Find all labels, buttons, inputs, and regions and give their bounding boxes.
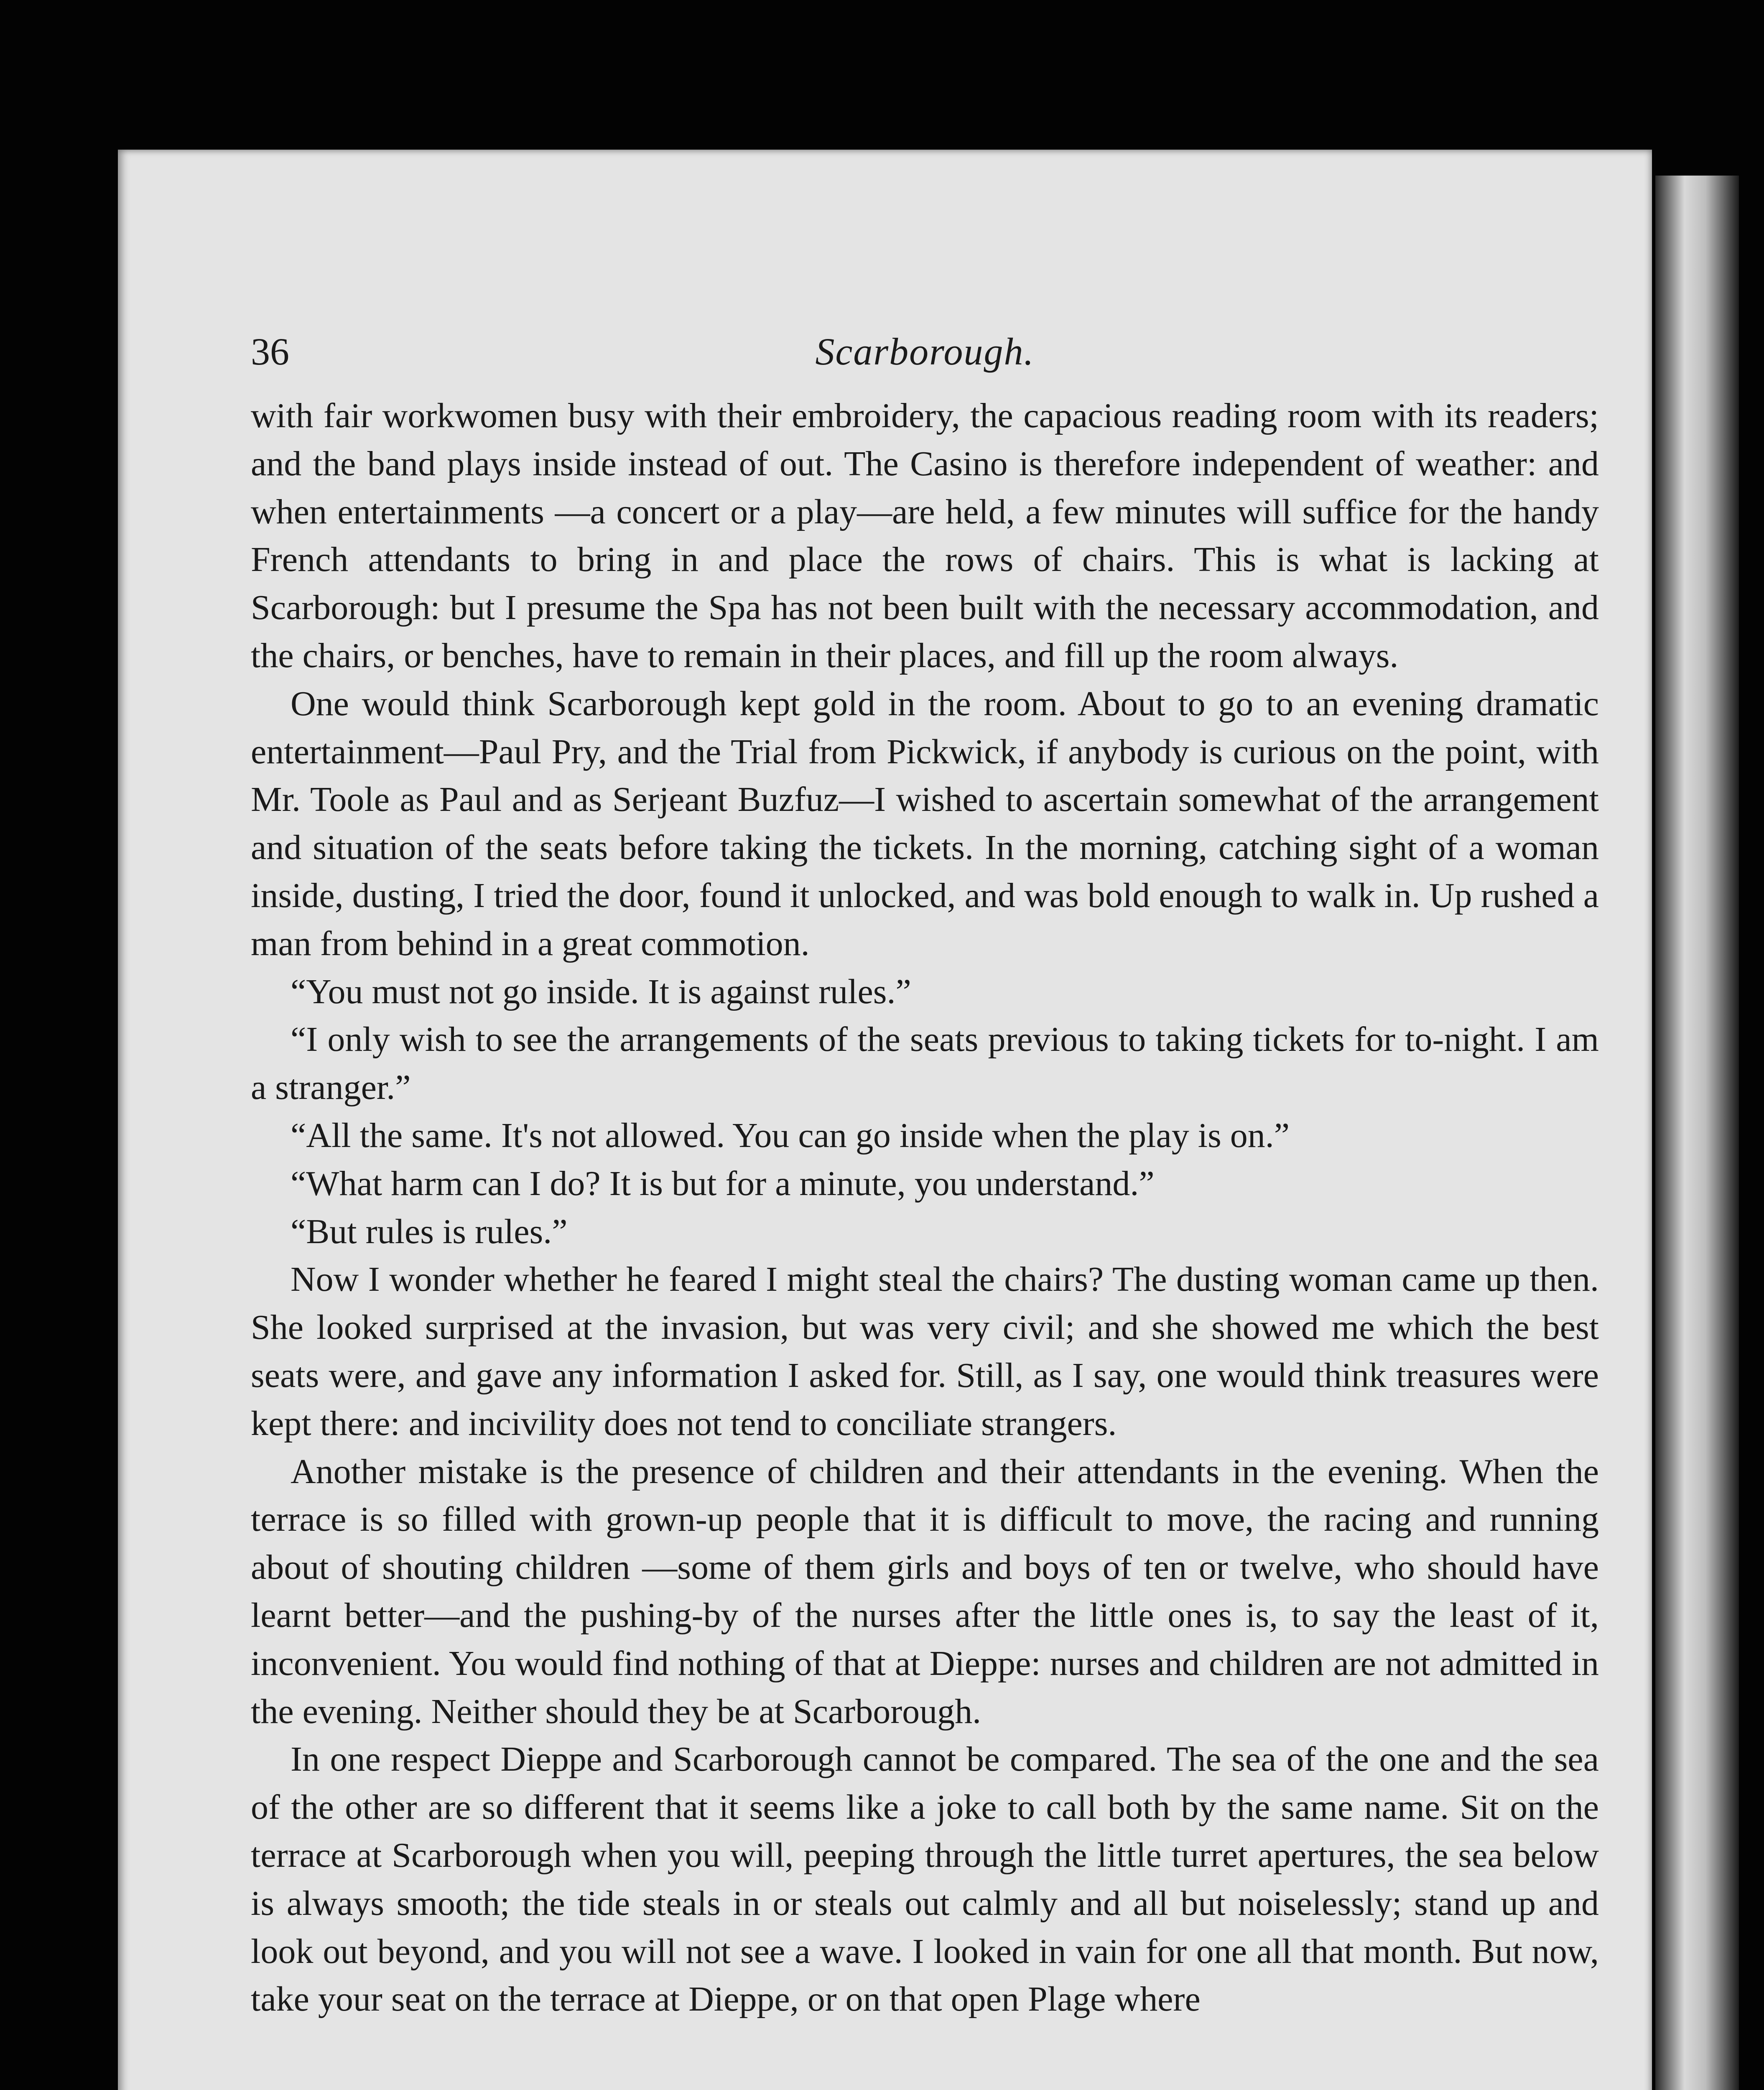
paragraph: “You must not go inside. It is against rules.” bbox=[291, 972, 911, 1011]
paragraph: Another mistake is the presence of children and their attendants in the evening. When the terrace is so filled with grown-up people that it is difficult to move, the racing and running about of shouting children —some of them girls and boys of ten or twelve, who should have learnt better—and the pushing-by of the nurses after the little ones is, to say the least of it, inconvenient. You would find nothing of that at Dieppe: nurses and children are not admitted in the evening. Neither should they be at Scarborough. bbox=[251, 1452, 1599, 1731]
book-page bbox=[118, 150, 1652, 2090]
page-number: 36 bbox=[251, 330, 289, 373]
page-content bbox=[251, 329, 1599, 2024]
running-title: Scarborough. bbox=[815, 330, 1035, 373]
adjacent-page-edge bbox=[1655, 176, 1739, 2090]
paragraph: “All the same. It's not allowed. You can go inside when the play is on.” bbox=[291, 1116, 1290, 1155]
paragraph: “What harm can I do? It is but for a minute, you understand.” bbox=[291, 1164, 1155, 1203]
running-head bbox=[251, 329, 1599, 392]
paragraph: Now I wonder whether he feared I might steal the chairs? The dusting woman came up then. She looked surprised at the invasion, but was very civil; and she showed me which the best seats were, and gave any information I asked for. Still, as I say, one would think treasures were kept there: and incivility does not tend to conciliate strangers. bbox=[251, 1260, 1599, 1443]
paragraph: with fair workwomen busy with their embroidery, the capacious reading room with its readers; and the band plays inside instead of out. The Casino is therefore independent of weather: and when entertainments —a concert or a play—are held, a few minutes will suffice for the handy French attendants to bring in and place the rows of chairs. This is what is lacking at Scarborough: but I presume the Spa has not been built with the necessary accommodation, and the chairs, or benches, have to remain in their places, and fill up the room always. bbox=[251, 396, 1599, 675]
paragraph: “But rules is rules.” bbox=[291, 1212, 568, 1251]
paragraph: One would think Scarborough kept gold in the room. About to go to an evening dramatic entertainment—Paul Pry, and the Trial from Pickwick, if anybody is curious on the point, with Mr. Toole as Paul and as Serjeant Buzfuz—I wished to ascertain somewhat of the arrangement and situation of the seats before taking the tickets. In the morning, catching sight of a woman inside, dusting, I tried the door, found it unlocked, and was bold enough to walk in. Up rushed a man from behind in a great commotion. bbox=[251, 684, 1599, 963]
body-text bbox=[251, 392, 1599, 2024]
paragraph: In one respect Dieppe and Scarborough cannot be compared. The sea of the one and the sea of the other are so different that it seems like a joke to call both by the same name. Sit on the terrace at Scarborough when you will, peeping through the little turret apertures, the sea below is always smooth; the tide steals in or steals out calmly and all but noiselessly; stand up and look out beyond, and you will not see a wave. I looked in vain for one all that month. But now, take your seat on the terrace at Dieppe, or on that open Plage where bbox=[251, 1740, 1599, 2019]
paragraph: “I only wish to see the arrangements of the seats previous to taking tickets for to-night. I am a stranger.” bbox=[251, 1020, 1599, 1107]
